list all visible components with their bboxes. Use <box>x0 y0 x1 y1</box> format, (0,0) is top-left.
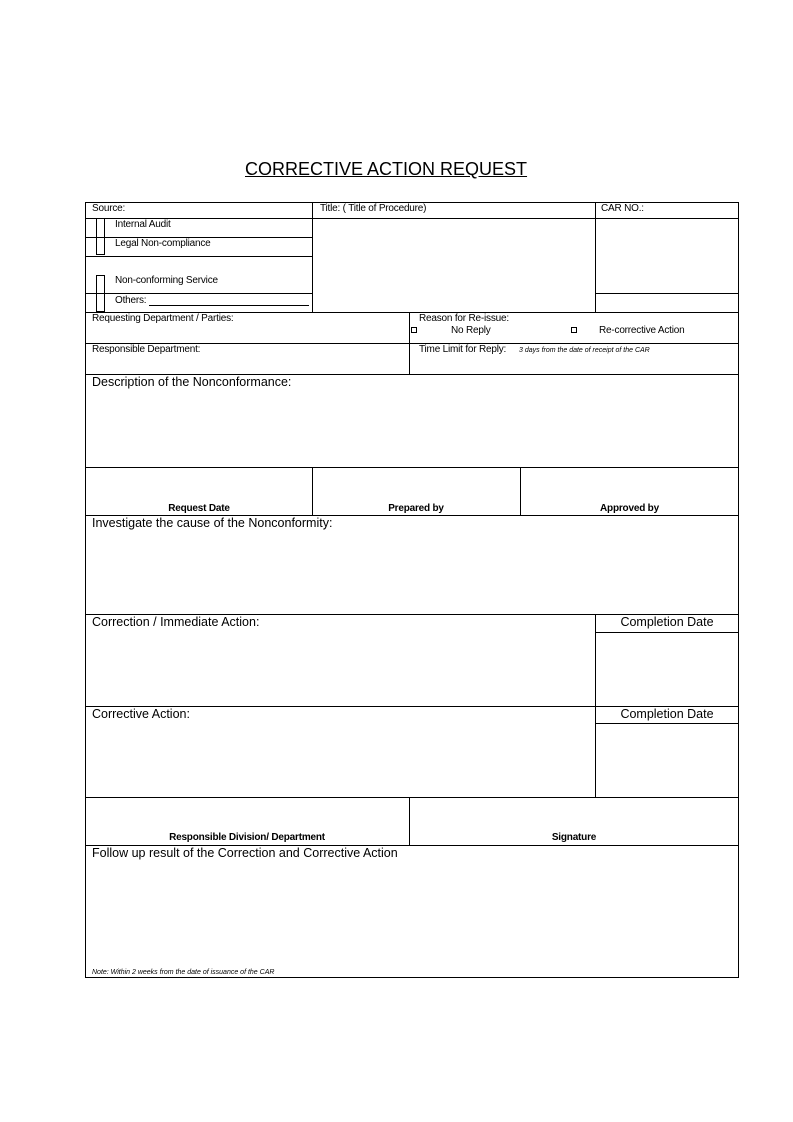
correction-label: Correction / Immediate Action: <box>92 615 260 629</box>
source-label: Source: <box>92 203 126 214</box>
divider <box>85 293 313 294</box>
divider <box>85 256 313 257</box>
divider <box>595 293 739 294</box>
reissue-label: Reason for Re-issue: <box>419 313 509 324</box>
corrective-completion-date-label: Completion Date <box>620 707 714 721</box>
footer-note: Note: Within 2 weeks from the date of issuance of the CAR <box>92 969 275 976</box>
non-conforming-service-checkbox[interactable] <box>96 275 105 312</box>
responsible-department-label: Responsible Department: <box>92 344 201 355</box>
car-no-label: CAR NO.: <box>601 203 644 214</box>
source-option-others: Others: <box>115 295 147 306</box>
divider <box>409 312 410 374</box>
divider <box>312 202 313 312</box>
time-limit-note: 3 days from the date of receipt of the CAR <box>519 347 650 354</box>
no-reply-label: No Reply <box>451 325 491 336</box>
divider <box>595 632 739 633</box>
source-option-non-conforming-service: Non-conforming Service <box>115 275 218 286</box>
signature-label: Signature <box>551 832 597 843</box>
no-reply-checkbox[interactable] <box>411 327 417 333</box>
description-label: Description of the Nonconformance: <box>92 375 292 389</box>
re-corrective-action-label: Re-corrective Action <box>599 325 685 336</box>
responsible-division-label: Responsible Division/ Department <box>169 832 325 843</box>
source-option-internal-audit: Internal Audit <box>115 219 171 230</box>
divider <box>85 797 739 798</box>
request-date-label: Request Date <box>168 503 230 514</box>
divider <box>595 202 596 312</box>
form-title: CORRECTIVE ACTION REQUEST <box>245 159 528 179</box>
follow-up-label: Follow up result of the Correction and Corrective Action <box>92 846 398 860</box>
correction-completion-date-label: Completion Date <box>620 615 714 629</box>
divider <box>85 467 739 468</box>
internal-audit-checkbox[interactable] <box>96 218 105 255</box>
divider <box>85 218 739 219</box>
re-corrective-action-checkbox[interactable] <box>571 327 577 333</box>
procedure-title-label: Title: ( Title of Procedure) <box>320 203 427 214</box>
time-limit-label: Time Limit for Reply: <box>419 344 507 355</box>
prepared-by-label: Prepared by <box>388 503 444 514</box>
divider <box>595 723 739 724</box>
source-option-legal-non-compliance: Legal Non-compliance <box>115 238 211 249</box>
investigate-label: Investigate the cause of the Nonconformity: <box>92 516 333 530</box>
corrective-action-label: Corrective Action: <box>92 707 190 721</box>
requesting-department-label: Requesting Department / Parties: <box>92 313 234 324</box>
approved-by-label: Approved by <box>600 503 659 514</box>
divider <box>595 614 596 797</box>
others-input-line[interactable] <box>149 305 309 306</box>
